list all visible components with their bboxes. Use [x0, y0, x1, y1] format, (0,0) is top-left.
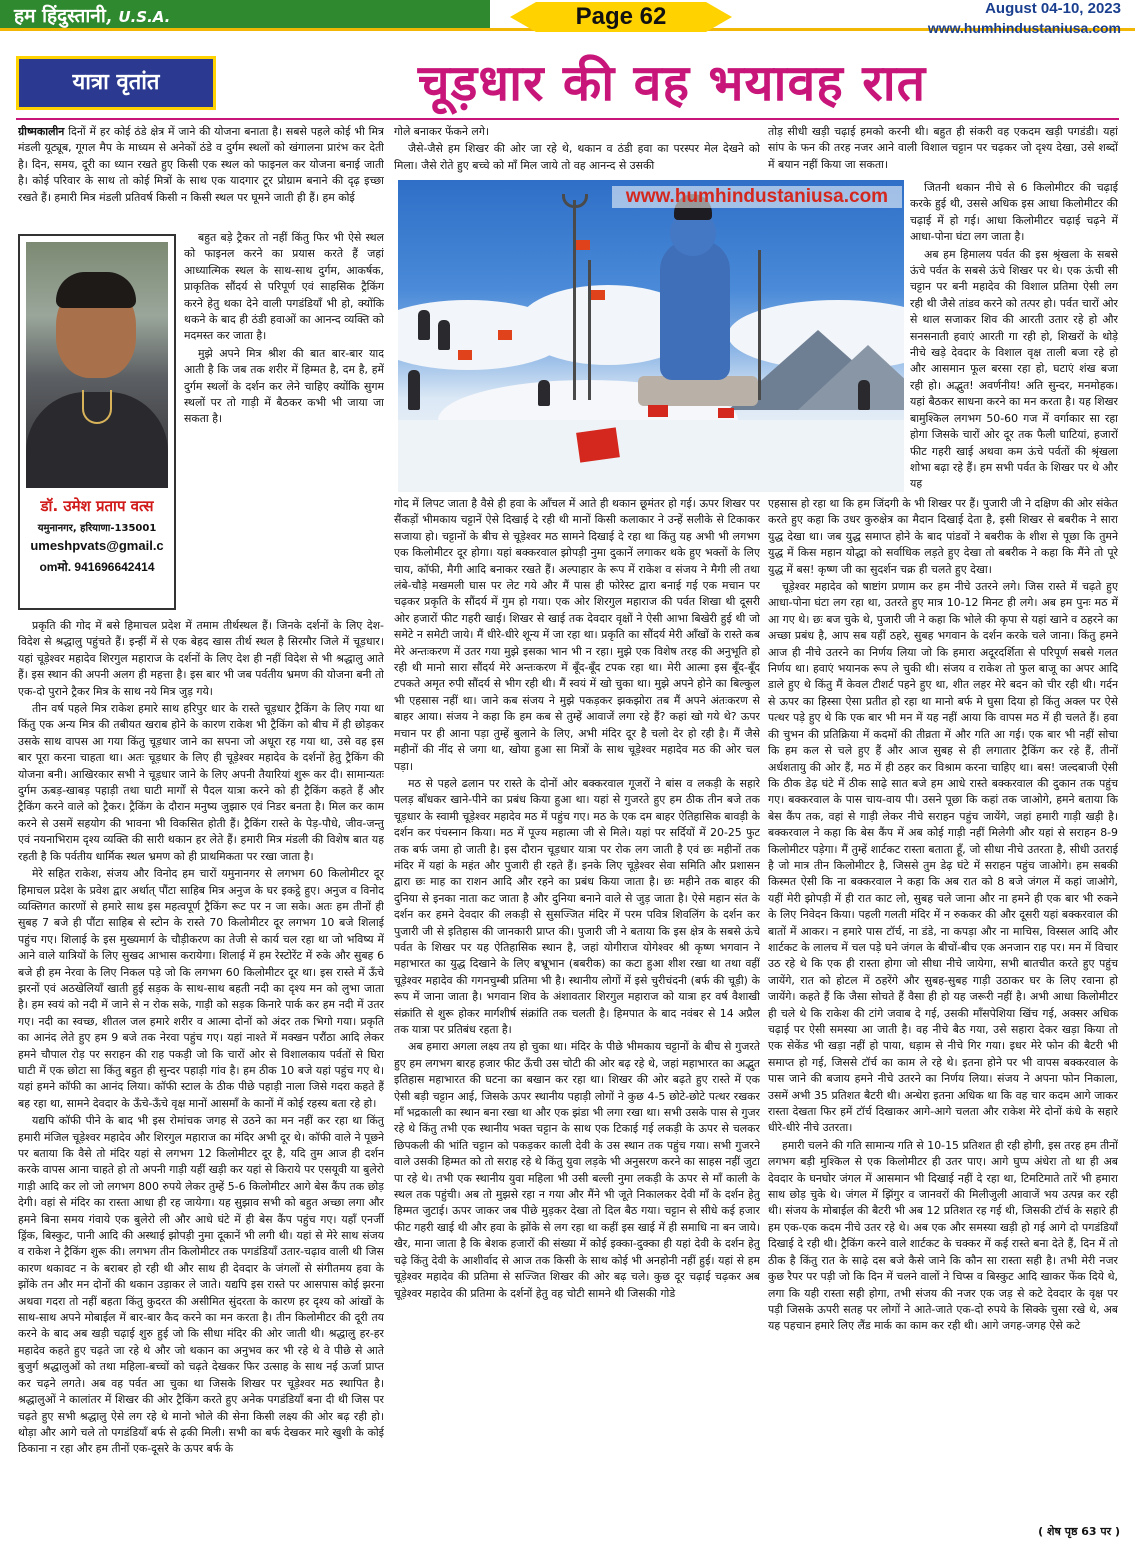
- author-location: यमुनानगर, हरियाणा-135001: [37, 523, 157, 534]
- paragraph: तोड़ सीधी खड़ी चढ़ाई हमको करनी थी। बहुत ही संकरी वह एकदम खड़ी पगडंडी। यहां सांप के फन की तरह नजर आने वाली विशाल चट्टान पर चढ़कर जो दृश्य देखा, उसे शब्दों में बयान नहीं किया जा सकता।: [768, 125, 1118, 171]
- article-headline: चूड़धार की वह भयावह रात: [417, 54, 927, 112]
- article-column-3: [768, 496, 1118, 1520]
- paragraph: तीन वर्ष पहले मित्र राकेश हमारे साथ हरिपुर धार के रास्ते चूड़धार ट्रैकिंग के लिए गया था किंतु एक अन्य मित्र की तबीयत खराब होने के कारण राकेश भी ट्रैकिंग को बीच में ही छोड़कर उसके साथ वापस आ गया किंतु चूड़धार जाने का सपना जो अधूरा रह गया था, उसे वह इस बार पूरा करना चाहता था। अतः चूड़धार के लिए ही चूड़ेश्वर महादेव के दर्शनों हेतु ट्रैकिंग की योजना बनी। आखिरकार सभी ने चूड़धार जाने के लिए अपनी तैयारियां शुरू कर दी। सामान्यतः दुर्गम ऊबड़-खाबड़ पहाड़ी तथा घाटी मार्गों से पैदल यात्रा करने को ही ट्रैकिंग कहते हैं और ट्रैकिंग करने वाले को ट्रैकर। ट्रैकिंग के दौरान मनुष्य जुझारु एवं निडर बनता है। मिल कर काम करने से उसमें सहयोग की भावना भी विकसित होती हैं। ट्रैकिंग रास्ते के पेड़-पौधे, जीव-जन्तु एवं नयनाभिराम दृश्य व्यक्ति की सारी थकान हर लेते हैं। हमारी मित्र मंडली की विशेष बात यह रहती है कि पर्वतीय धार्मिक स्थल भ्रमण को ही प्राथमिकता पर रखा जाता है।: [18, 702, 384, 863]
- page-ribbon-right: [706, 2, 732, 32]
- paragraph: मेरे सहित राकेश, संजय और विनोद हम चारों यमुनानगर से लगभग 60 किलोमीटर दूर हिमाचल प्रदेश के प्रवेश द्वार अर्थात् पौंटा साहिब मित्र अनुज के घर इकट्ठे हुए। अनुज व विनोद व्यक्तिगत कारणों से हमारे साथ इस महत्वपूर्ण ट्रैकिंग रूट पर न जा सके। अतः हम तीनों ही सुबह 7 बजे ही पौंटा साहिब से स्टोन के रास्ते 70 किलोमीटर दूर लगभग 10 बजे शिलाई पहुंच गए। शिलाई के इस मुख्यमार्ग के चौड़ीकरण का तेजी से कार्य चल रहा था जो भविष्य में आने वाले यात्रियों के लिए सुखद आभास करायेगा। शिलाई में हम रेस्टोरेंट में रुके और सुबह 6 बजे ही हम नेरवा के लिए निकल पड़े जो कि लगभग 60 किलोमीटर दूर था। इस रास्ते में ऊँचे झरनों एवं अठखेलियाँ खाती हुई सड़क के साथ-साथ बहती नदी का दृश्य मन को लुभा जाता है। हम स्वयं को नदी में जाने से न रोक सके, गाड़ी को सड़क किनारे पार्क कर हम नदी में उतर गए। नदी का स्वच्छ, शीतल जल हमारे शरीर व आत्मा दोनों को अंदर तक भिगो गया। प्रकृति का आनंद लेते हुए हम 9 बजे तक नेरवा पहुंच गए। यहां नाश्ते में मक्खन परौंठा आदि लेकर हमने चौपाल रोड़ पर सराहन की राह पकड़ी जो कि चारों ओर से विशालकाय पर्वतों से घिरा घाटी में एक छोटा सा किंतु बहुत ही सुन्दर पहाड़ी गांव है। हम ठीक 10 बजे यहां पहुंच गए थे। यहां हमने कॉफी का आनंद लिया। कॉफी स्टाल के ठीक पीछे पहाड़ी नाला जिसे गदरा कहते हैं बह रहा था, सामने देवदार के ऊँचे-ऊँचे वृक्ष मानों आसमाँ के कानों में कोई रहस्य बता रहे हो।: [18, 867, 384, 1110]
- paper-name: [14, 2, 170, 28]
- page-ribbon-left: [510, 2, 536, 32]
- photo-watermark-url: www.humhindustaniusa.com: [612, 186, 902, 208]
- paragraph: प्रकृति की गोद में बसे हिमाचल प्रदेश में तमाम तीर्थस्थल हैं। जिनके दर्शनों के लिए देश-विदेश से श्रद्धालु पहुंचते हैं। इन्हीं में से एक बेहद खास तीर्थ स्थल है सिरमौर जिले में चूड़धार। यहां चूड़ेश्वर महादेव शिरगुल महाराज के दर्शनों के लिए देश ही नहीं विदेश से भी श्रद्धालु आते हैं। इस स्थान की अपनी अलग ही महत्ता है। इस बार भी जब पर्वतीय भ्रमण की योजना बनी तो एक-दो पुराने ट्रैकर मित्र के साथ नये मित्र जुड़ गये।: [18, 619, 384, 698]
- article-column-2: [394, 496, 760, 1536]
- paragraph: मठ से पहले ढलान पर रास्ते के दोनों ओर बक्करवाल गूजरों ने बांस व लकड़ी के सहारे पलड़ बाँधकर खाने-पीने का प्रबंध किया हुआ था। यहां से गुजरते हुए हम ठीक तीन बजे तक चूड़धार के स्वामी चूड़ेश्वर महादेव मठ में पहुंच गए। मठ के एक दम बाहर ऐतिहासिक बावड़ी के दर्शन कर पंचस्नान किया। मठ में पूज्य महात्मा जी से मिले। यहां पर सर्दियों में 20-25 फुट तक बर्फ जमा हो जाती है। इस दौरान चूड़धार यात्रा पर रोक लग जाती है एवं छः महीनों तक मंदिर में यहां के महंत और पुजारी ही रहते हैं। इनके लिए चूड़ेश्वर सेवा समिति और प्रशासन द्वारा छः माह का राशन आदि और रहने का प्रबंध किया जाता है। छः महीने तक बाहर की दुनिया से इनका नाता कट जाता है और दुनिया बनाने वाले से जुड़ जाता है। ऐसे महान संत के दर्शन कर हमने देवदार की लकड़ी से सुसज्जित मंदिर में परम पवित्र शिवलिंग के दर्शन कर पुजारी जी से इतिहास की जानकारी प्राप्त की। पुजारी जी ने बताया कि इस क्षेत्र के सबसे ऊंचे पर्वत के शिखर पर यह ऐतिहासिक स्थान है, जहां योगीराज योगेश्वर श्री कृष्ण भगवान ने महाभारत का युद्ध दिखाने के लिए बभ्रूभान (बबरीक) का कटा हुआ शीश रखा था तथा वहीं चूड़ेश्वर महादेव की गगनचुम्बी प्रतिमा भी है। स्थानीय लोगों में इसे चुरीचंदनी (बर्फ की चूड़ी) के रूप में जाना जाता है। भगवान शिव के अंशावतार शिरगुल महाराज को यात्रा हर वर्ष वैशाखी संक्रांति से शुरू होकर मार्गशीर्ष संक्रांति तक चलती है। हिमपात के बाद नवंबर से 14 अप्रैल तक यात्रा पर प्रतिबंध रहता है।: [394, 776, 760, 1036]
- paragraph: जैसे-जैसे हम शिखर की ओर जा रहे थे, थकान व ठंडी हवा का परस्पर मेल देखने को मिला। जैसे रोते हुए बच्चे को माँ मिल जाये तो वह आनन्द से उसकी: [394, 142, 760, 172]
- article-column-3-beside-photo: [910, 180, 1118, 496]
- author-photo: [26, 242, 168, 488]
- author-name: डॉ. उमेश प्रताप वत्स: [40, 497, 154, 515]
- paragraph: अब हमारा अगला लक्ष्य तय हो चुका था। मंदिर के पीछे भीमकाय चट्टानों के बीच से गुजरते हुए हम लगभग बारह हजार फीट ऊँची उस चोटी की ओर बढ़ रहे थे, जहां महाभारत का अद्भुत इतिहास महाभारत की घटना का बखान कर रहा था। शिखर की ओर बढ़ते हुए रास्ते में एक ऐसी बड़ी चट्टान आई, जिसके ऊपर स्थानीय पहाड़ी लोगों ने कुछ 4-5 छोटे-छोटे पत्थर रखकर माँ भद्रकाली का स्थान बना रखा था और एक झंडा भी लगा रखा था। सभी उसके पास से गुजर रहे थे किंतु तभी एक स्थानीय भक्त चट्टान के साथ एक टिकाई गई लकड़ी के ऊपर से चलकर छिपकली की भांति चट्टान को पकड़कर काली देवी के उस स्थान तक पहुंच गया। सभी गुजरने वाले उसकी हिम्मत को तो सराह रहे थे किंतु युवा लड़के भी अनुसरण करने का साहस नहीं जुटा पा रहे थे। तभी एक स्थानीय युवा महिला भी उसी बल्ली नुमा लकड़ी के ऊपर से माँ काली के स्थल तक पहुंची। अब तो मुझसे रहा न गया और मैंने भी जूते निकालकर देवी माँ के दर्शन हेतु हिम्मत जुटाई। ऊपर जाकर जब पीछे मुड़कर देखा तो दिल बैठ गया। चट्टान से सीधे कई हजार फीट गहरी खाई थी और हवा के झोंके से लग रहा था कहीं इस खाई में ही समाधि ना बन जाये। खैर, माना जाता है कि बेशक हजारों की संख्या में कोई इक्का-दुक्का ही यहां देवी के दर्शन हेतु चढ़े किंतु देवी के आशीर्वाद से आज तक किसी के साथ कोई भी अनहोनी नहीं हुई। यहां से हम चूड़ेश्वर महादेव की प्रतिमा से सज्जित शिखर की ओर बढ़ चले। कुछ दूर चढ़ाई चढ़कर अब चूड़ेश्वर महादेव की प्रतिमा के दर्शनों हेतु वह चोटी सामने थी जिसकी गोडे: [394, 1040, 760, 1300]
- paragraph: जितनी थकान नीचे से 6 किलोमीटर की चढ़ाई करके हुई थी, उससे अधिक इस आधा किलोमीटर की चढ़ाई में हो गई। आधा किलोमीटर चढ़ाई चढ़ने में आधा-पोना घंटा लग जाता है।: [910, 181, 1118, 244]
- paragraph: गोले बनाकर फेंकने लगे।: [394, 125, 490, 138]
- paragraph: गोद में लिपट जाता है वैसे ही हवा के आँचल में आते ही थकान छूमंतर हो गई। ऊपर शिखर पर सैंकड़ों भीमकाय चट्टानें ऐसे दिखाई दे रही थी मानों किसी कलाकार ने उन्हें सलीके से टिकाकर सजाया हो। चट्टानों के बीच से चूड़ेश्वर मठ सामने दिखाई दे रहा था किंतु यह अभी भी लगभग एक किलोमीटर दूर होगा। यहां बक्करवाल झोपड़ी नुमा दुकानें लगाकर थके हुए भक्तों के लिए चाय, कॉफी, मैगी आदि बनाकर रखते हैं। अल्पाहार के रूप में राकेश व संजय ने मैगी ली तथा लंबे-चौड़े मखमली घास पर लेट गये और मैं पास ही फोरेस्ट द्वारा बनाई गई एक मचान पर चढ़कर प्रकृति के सौंदर्य में गुम हो गया। एक ओर शिरगुल महाराज की पर्वत शिखा थी दूसरी ओर हजारों फीट गहरी खाई। शिखर से खाई तक देवदार वृक्षों ने ऐसी आभा बिखेरी हुई थी जो समेटे न समेटी जाये। मैं धीरे-धीरे शून्य में जा रहा था। प्रकृति का सौंदर्य मेरी आँखों के रास्ते कब मेरे अन्तःकरण में उतर गया मुझे इसका भान भी न रहा। मुझे एक विशेष तरह की अनुभूति हो रही थी मानो सारा सौंदर्य मेरे अन्तःकरण में बूँद-बूँद टपक रहा था। मेरी आत्मा इस बूँद-बूँद टपकते अमृत रुपी सौंदर्य से भीग रही थी। मैं स्वयं में खो चुका था। मुझे अपने होने का बिल्कुल भी एहसास नहीं था। जाने कब संजय ने मुझे पकड़कर झकझोरा तब मैं अपने अंतःकरण से बाहर आया। संजय ने कहा कि हम कब से तुम्हें आवाजें लगा रहे हैं? कहां खो गये थे? ऊपर मचान पर ही आना पड़ा तुम्हें बुलाने के लिए, अभी मंदिर दूर है चलो देर हो रही है। मैं जैसे महीनों की नींद से जगा था, खोया हुआ सा मित्रों के साथ चूड़ेश्वर महादेव मठ की ओर चल पड़ा।: [394, 497, 760, 773]
- article-column-1-top: [18, 124, 384, 230]
- article-column-1: [18, 618, 384, 1532]
- paragraph: अब हम हिमालय पर्वत की इस श्रृंखला के सबसे ऊंचे पर्वत के सबसे ऊंचे शिखर पर थे। एक ऊंची सी चट्टान पर बनी महादेव की विशाल प्रतिमा ऐसी लग रही थी जैसे तांडव करने को तत्पर हो। पर्वत चारों ओर से थाल सजाकर शिव की आरती उतार रहे हो और सनसनाती हवाएं आरती गा रही हो, शिखरों के थोड़े नीचे खड़े देवदार के विशाल वृक्ष ताली बजा रहे हो और आसमान फूल बरसा रहा हो, घटाएं शंख बजा रही हो। अद्भुत! अवर्णनीय! अति सुन्दर, मनमोहक। यहां बैठकर साधना करने का मन करता है। यह शिखर बामुश्किल लगभग 50-60 गज में वर्गाकार सा रहा होगा जिसके चारों ओर दूर तक फैली घाटियां, हजारों फीट गहरी खाई अथवा कम ऊंचे पर्वतों की श्रृंखला शोभा बढ़ा रहे हैं। हम सभी पर्वत के शिखर पर थे और यह: [910, 247, 1118, 491]
- paragraph: चूड़ेश्वर महादेव को षाष्टांग प्रणाम कर हम नीचे उतरने लगे। जिस रास्ते में चढ़ते हुए आधा-पोना घंटा लग रहा था, उतरते हुए मात्र 10-12 मिनट ही लगे। अब हम पुनः मठ में आ गए थे। छः बज चुके थे, पुजारी जी ने कहा कि भोले की कृपा से यहां खाने व ठहरने का अच्छा प्रबंध है, आप सब यहीं ठहरे, सुबह भगवान के दर्शन करके चले जाना। किंतु हमने आज ही नीचे उतरने का निर्णय लिया जो कि हमारा अदूरदर्शिता से परिपूर्ण सबसे गलत निर्णय था। हवाएं भयानक रूप ले चुकी थी। संजय व राकेश तो फुल बाजू का अपर आदि डाले हुए थे किंतु मैं केवल टीशर्ट पहने हुए था, शीत लहर मेरे बदन को चीर रही थी। गर्दन से ऊपर का हिस्सा ऐसा प्रतीत हो रहा था मानो बर्फ मे घुसा दिया हो किंतु अक्ल पर ऐसे पत्थर पड़े हुए थे कि एक बार भी मन में यह नहीं आया कि वापस मठ में ही चलते हैं। हवा की चुभन की प्रतिक्रिया में कदमों की तीव्रता में और गति आ गई। एक बार भी नहीं सोचा कि हम कल से चले हुए हैं और आज सुबह से ही लगातार ट्रैकिंग कर रहे हैं, तीनों अर्धशतायु की ओर हैं, मठ में ही ठहर कर विश्राम करना चाहिए था। बस! जल्दबाजी ऐसी कि ठीक डेढ़ घंटे में ठीक साढ़े सात बजे हम आधे रास्ते बक्करवाल की दुकान तक पहुंच गए। बक्करवाल के पास चाय-वाय पी। उसने पूछा कि कहां तक जाओगे, हमने बताया कि बेस कैंप तक, वहां से गाड़ी लेकर नीचे सराहन पहुंच जायेंगे, जहां हमारी गाड़ी खड़ी है। बक्करवाल ने कहा कि बेस कैंप में अब कोई गाड़ी नहीं मिलेगी और यहां से सराहन 8-9 किलोमीटर पड़ेगा। मैं तुम्हें शार्टकट रास्ता बताता हूँ, जो सीधा नीचे उतरता है, सीधी उतराई है जो मात्र तीन किलोमीटर है, जिससे तुम डेढ़ घंटे में सराहन पहुंच जाओगे। हम सबकी किस्मत ऐसी कि ना बक्करवाल ने कहा कि अब रात को 8 बजे जंगल में कहां जाओगे, यहीं मेरी झोपड़ी में ही रात काट लो, सुबह चले जाना और ना हमने ही एक बार भी रुकने के लिए निवेदन किया। पहली गलती मंदिर में न रुककर की और दूसरी यहां बक्करवाल की बातों में आकर। न हमारे पास टॉर्च, ना डंडे, ना कपड़ा और ना माचिस, विस्सल आदि और शार्टकट के लालच में चल पड़े घने जंगल के बीचों-बीच एक अनजान राह पर। मन में विचार उठ रहे थे कि एक ही रास्ता होगा जो सीधा नीचे जायेगा, सभी बातचीत करते हुए पहुंच जायेंगे, रात को होटल में ठहरेंगे और सुबह-सुबह गाड़ी उठाकर घर के लिए रवाना हो जायेंगे। कहते हैं कि जैसा सोचते हैं वैसा ही हो यह जरूरी नहीं है। अभी आधा किलोमीटर ही चले थे कि राकेश की टांगे जवाब दे गई, उसकी माँसपेशिया खिंच गई, अक्सर अधिक चढ़ाई पर ऐसी समस्या आ जाती है। वह नीचे बैठ गया, उसे सहारा देकर खड़ा किया तो एक सेकेंड भी खड़ा नहीं हो पाया, धड़ाम से नीचे गिर गया। इधर मेरे फोन की बैटरी भी समाप्त हो गई, जिससे टॉर्च का काम ले रहे थे। इतना होने पर भी वापस बक्करवाल के पास जाने की बजाय हमने नीचे उतरने का निर्णय लिया। संजय ने अपना फोन निकाला, उसमें अभी 35 प्रतिशत बैटरी थी। अन्धेरा इतना अधिक था कि वह चार कदम आगे जाकर रास्ता देखता फिर हमें टॉर्च दिखाकर आगे-आगे चलता और राकेश मेरे दोनों कंधे के सहारे धीरे-धीरे नीचे उतरता।: [768, 580, 1118, 1135]
- author-email[interactable]: umeshpvats@gmail.c: [30, 538, 164, 553]
- article-column-1-beside-photo: [184, 230, 384, 616]
- author-mobile: omमो. 941696642414: [39, 560, 155, 574]
- paragraph: बहुत बड़े ट्रैकर तो नहीं किंतु फिर भी ऐसे स्थल को फाइनल करने का प्रयास करते हैं जहां आध्यात्मिक स्थल के साथ-साथ दुर्गम, आकर्षक, प्राकृतिक सौंदर्य से परिपूर्ण एवं साहसिक ट्रैकिंग करने हेतु थका देने वाली पगडंडियाँ भी हो, क्योंकि थकने के बाद ही ठंडी हवाओं का आनन्द व्यक्ति को मदमस्त कर जाता है।: [184, 231, 384, 343]
- paragraph: मुझे अपने मित्र श्रीश की बात बार-बार याद आती है कि जब तक शरीर में हिम्मत है, दम है, हमें दुर्गम स्थलों के दर्शन कर लेने चाहिए क्योंकि सुगम स्थलों पर तो गाड़ी में बैठकर कभी भी जाया जा सकता है।: [184, 346, 384, 426]
- article-column-2-top: [394, 124, 760, 180]
- paragraph: दिनों में हर कोई ठंडे क्षेत्र में जाने की योजना बनाता है। सबसे पहले कोई भी मित्र मंडली यूट्यूब, गूगल मैप के माध्यम से अनेकों ठंडे व दुर्गम स्थलों को खंगालना प्रारंभ कर देती है। दिन, समय, दूरी का ध्यान रखते हुए किसी एक स्थल को फाइनल कर योजना बनाई जाती है। कोई परिवार के साथ तो कोई मित्रों के साथ एक यादगार टूर प्रोग्राम बनाने की दृढ़ इच्छा रखते हैं। हमारी मित्र मंडली प्रतिवर्ष किसी न किसी स्थल पर घूमने जाती ही हैं। हम कोई: [18, 125, 384, 204]
- shiva-statue-photo: [398, 180, 904, 492]
- website-link[interactable]: www.humhindustaniusa.com: [927, 20, 1121, 36]
- headline-rule: [16, 118, 1119, 120]
- lead-word: ग्रीष्मकालीन: [18, 125, 65, 138]
- paper-name-text: हम हिंदुस्तानी,: [14, 5, 113, 27]
- trident-icon: [573, 200, 576, 400]
- paragraph: यद्यपि कॉफी पीने के बाद भी इस रोमांचक जगह से उठने का मन नहीं कर रहा था किंतु हमारी मंजिल चूड़ेश्वर महादेव और शिरगुल महाराज का मंदिर अभी दूर थे। कॉफी वाले ने पूछने पर बताया कि वैसे तो मंदिर यहां से लगभग 12 किलोमीटर दूर है, यदि तुम आज ही दर्शन करके वापस आना चाहते हो तो अपनी गाड़ी यहीं खड़ी कर यहां से किराये पर एसयूवी या बुलेरो गाड़ी आदि कर लो जो लगभग 800 रुपये लेकर तुम्हें 5-6 किलोमीटर आगे बेस कैंप तक छोड़ देगी। वहां से मंदिर का रास्ता आधा ही रह जायेगा। यह सुझाव सभी को बहुत अच्छा लगा और हमने बिना समय गंवाये एक बुलेरो ली और आधे घंटे में ही बेस कैंप पहुंच गए। यहाँ एनर्जी ड्रिंक, बिस्कुट, पानी आदि की अस्थाई झोपड़ी नुमा दूकानें भी लगी थी। यहां से मेरे साथ संजय व राकेश ने ट्रैकिंग शुरू की। लगभग तीन किलोमीटर तक पगडंडियाँ उतार-चढ़ाव वाली थी जिस कारण थकावट न के बराबर हो रही थी और साथ ही देवदार के जंगलों से संगीतमय हवा के झोंके तन और मन दोनों की थकान उड़ाकर ले जाते। यद्यपि इस रास्ते पर आसपास कोई झरना अथवा गदरा तो नहीं बहता किंतु कुदरत की असीमित सुंदरता के कारण हर दृश्य को आंखों के साथ-साथ अपने मोबाईल में बार-बार कैद करने का मन करता है। तीन किलोमीटर की दूरी तय करने के बाद अब खड़ी चढ़ाई शुरु हुई जो कि सीधा मंदिर की ओर जाती थी। श्रद्धालु हर-हर महादेव कहते हुए चढ़ते जा रहे थे और जो थकान का अनुभव कर भी रहे थे वे पीछे से आते बुजुर्ग श्रद्धालुओं को तथा महिला-बच्चों को चढ़ते देखकर फिर उत्साह के साथ नई ऊर्जा प्राप्त कर चढ़ने लगते। अब वह पर्वत आ चुका था जिसके शिखर पर चूड़ेश्वर मठ स्थापित है। श्रद्धालुओं ने कालांतर में शिखर की ओर ट्रैकिंग करते हुए अनेक पगडंडियाँ बना दी थी जिस पर चढ़ते हुए सभी श्रद्धालु ऐसे लग रहे थे मानो भोले की सेना किसी लक्ष्य की ओर बढ़ रही हो। थोड़ा और आगे चले तो पगडंडियाँ बर्फ से ढ़की मिली। सभी का बर्फ देखकर मारे खुशी के कोई ठिकाना न रहा और हम तीनों एक-दूसरे के ऊपर बर्फ के: [18, 1114, 384, 1456]
- issue-date: August 04-10, 2023: [985, 0, 1121, 17]
- statue-figure: [660, 240, 730, 380]
- section-kicker-text: यात्रा वृतांत: [72, 70, 160, 95]
- page-number: Page 62: [575, 3, 667, 30]
- section-kicker: [16, 56, 216, 110]
- continued-note: ( शेष पृष्ठ 63 पर ): [1038, 1525, 1120, 1538]
- masthead: [0, 0, 1135, 44]
- paper-region: U.S.A.: [118, 8, 171, 26]
- author-box: [18, 234, 176, 610]
- article-column-3-top: [768, 124, 1118, 180]
- paragraph: हमारी चलने की गति सामान्य गति से 10-15 प्रतिशत ही रही होगी, इस तरह हम तीनों लगभग बड़ी मुश्किल से एक किलोमीटर ही उतर पाए। आगे घुप्प अंधेरा तो था ही अब देवदार के घनघोर जंगल में आसमान भी दिखाई नहीं दे रहा था, टिमटिमाते तारें भी हमारा साथ छोड़ चुके थे। जंगल में झिंगुर व जानवरों की मिलीजुली आवाजें भय उत्पन्न कर रही थी। संजय के मोबाईल की बैटरी भी अब 12 प्रतिशत रह गई थी, जिसकी टॉर्च के सहारे ही हम एक-एक कदम नीचे उतर रहे थे। अब एक और समस्या खड़ी हो गई आगे दो पगडंडियाँ दिखाई दे रही थी। ट्रैकिंग करने वाले शार्टकट के चक्कर में कई रास्ते बना देते हैं, दिन में तो ठीक है किंतु रात के साढ़े दस बजे कैसे जाने कि कौन सा रास्ता सही है। तभी मेरी नजर कुछ रैपर पर पड़ी जो कि दिन में चलने वालों ने चिप्स व बिस्कुट आदि खाकर फेंक दिये थे, लगा कि यही रास्ता सही होगा, तभी संजय की नजर एक जड़ से कटे देवदार के वृक्ष पर पड़ी जिसके ऊपरी सतह पर लोगों ने आते-जाते एक-दो रुपये के सिक्के चुसा रखे थे, अब यह पहचान हमारे लिए लैंड मार्क का काम कर रही थी। आगे जगह-जगह ऐसे कटे: [768, 1138, 1118, 1333]
- paragraph: एहसास हो रहा था कि हम जिंदगी के भी शिखर पर हैं। पुजारी जी ने दक्षिण की ओर संकेत करते हुए कहा कि उधर कुरुक्षेत्र का मैदान दिखाई देता है, इसी शिखर से बबरीक ने सारा युद्ध देखा था। जब युद्ध समाप्त होने के बाद पांडवों ने बबरीक के शीश से पूछा कि तुमने युद्ध में किस महान योद्धा को सर्वाधिक लड़ते हुए देखा तो बबरीक ने कहा कि मैंने तो पूरे युद्ध में बस! कृष्ण जी का सुदर्शन चक्र ही चलते हुए देखा।: [768, 497, 1118, 576]
